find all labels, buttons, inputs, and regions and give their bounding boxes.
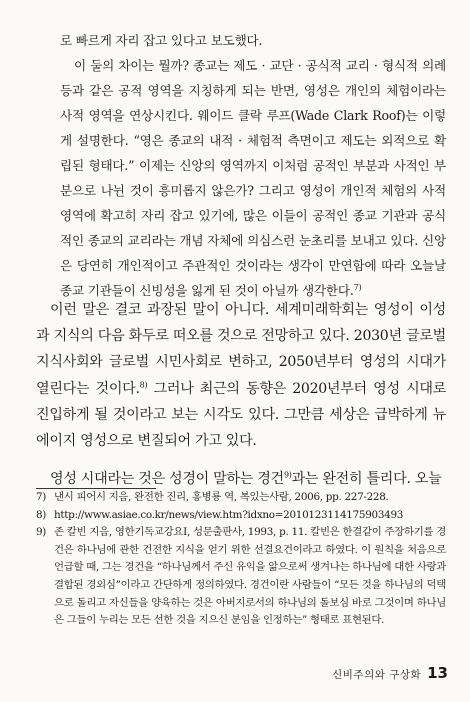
body-paragraph-1-text-b: 그러나 최근의 동향은 2020년부터 영성 시대로 진입하게 될 것이라고 보는 시각도 있다. 그만큼 세상은 급박하게 뉴에이지 영성으로 변질되어 가고 있다. bbox=[36, 380, 447, 450]
running-title: 신비주의와 구상화 bbox=[332, 669, 422, 681]
footnote-9 bbox=[36, 524, 446, 630]
footnote-text: 존 칼빈 지음, 영한기독교강요Ⅰ, 성문출판사, 1993, p. 11. 칼빈은 한결같이 주장하기를 경건은 하나님에 관한 건전한 지식을 얻기 위한 선결요건이라고 하였다. 이 원칙을 처음으로 언급할 때, 그는 경건을 “하나님께서 주신 유익을 앎으로써 생겨나는 하나님에 대한 사랑과 결합된 경외심”이라고 간단하게 정의하였다. 경건이란 사람들이 “모든 것을 하나님의 덕택으로 돌리고 자신들을 양육하는 것은 아버지로서의 하나님의 돌보심 바로 그것이며 하나님은 그들이 누리는 모든 선한 것을 지으신 분임을 인정하는” 형태로 표현된다. bbox=[54, 526, 446, 627]
quote-paragraph-2-text: 이 둘의 차이는 뭘까? 종교는 제도 · 교단 · 공식적 교리 · 형식적 의례 등과 같은 공적 영역을 지칭하게 되는 반면, 영성은 개인의 체험이라는 사적 영역을 연상시킨다. 웨이드 클락 루프(Wade Clark Roof)는 이렇게 설명한다. “영은 종교의 내적 · 체험적 측면이고 제도는 외적으로 확립된 형태다.” 이제는 신앙의 영역까지 이처럼 공적인 부분과 사적인 부분으로 나뉜 것이 흥미롭지 않은가? 그리고 영성이 개인적 체험의 사적 영역에 확고히 자리 잡고 있기에, 많은 이들이 공적인 종교 기관과 공식적인 종교의 교리라는 개념 자체에 의심스런 눈초리를 보내고 있다. 신앙은 당연히 개인적이고 주관적인 것이라는 생각이 만연함에 따라 오늘날 종교 기관들이 신빙성을 잃게 된 것이 아닐까 생각한다. bbox=[60, 58, 446, 298]
footnote-ref-9[interactable]: 9) bbox=[283, 470, 292, 480]
page-number: 13 bbox=[427, 664, 448, 682]
footnote-8 bbox=[36, 507, 446, 525]
footnote-text: 낸시 피어시 지음, 완전한 진리, 홍병룡 역, 복있는사람, 2006, pp. 227-228. bbox=[54, 491, 389, 503]
footnote-ref-7[interactable]: 7) bbox=[353, 282, 362, 292]
body-text bbox=[36, 297, 446, 492]
body-paragraph-1-text-a: 이런 말은 결코 과장된 말이 아니다. 세계미래학회는 영성이 이성과 지식의 다음 화두로 떠오를 것으로 전망하고 있다. 2030년 글로벌 지식사회와 글로벌 시민사회로 변하고, 2050년부터 영성의 시대가 열린다는 것이다. bbox=[36, 302, 446, 397]
quote-paragraph-2 bbox=[60, 53, 446, 303]
body-paragraph-2-text-a: 영성 시대라는 것은 성경이 말하는 경건 bbox=[50, 471, 284, 488]
footnote-number: 8) bbox=[36, 508, 47, 521]
page-footer bbox=[332, 664, 448, 682]
body-paragraph-1 bbox=[36, 297, 446, 454]
footnotes bbox=[36, 489, 446, 630]
footnote-number: 9) bbox=[36, 526, 47, 539]
footnote-7 bbox=[36, 489, 446, 507]
quote-paragraph-1: 로 빠르게 자리 잡고 있다고 보도했다. bbox=[60, 33, 263, 48]
footnote-ref-8[interactable]: 8) bbox=[139, 379, 148, 389]
body-paragraph-2-text-b: 과는 완전히 틀리다. 오늘 bbox=[291, 471, 442, 488]
footnote-number: 7) bbox=[36, 491, 47, 503]
footnote-url[interactable]: http://www.asiae.co.kr/news/view.htm?idxno=2010123114175903493 bbox=[54, 508, 404, 521]
block-quote bbox=[60, 28, 446, 303]
